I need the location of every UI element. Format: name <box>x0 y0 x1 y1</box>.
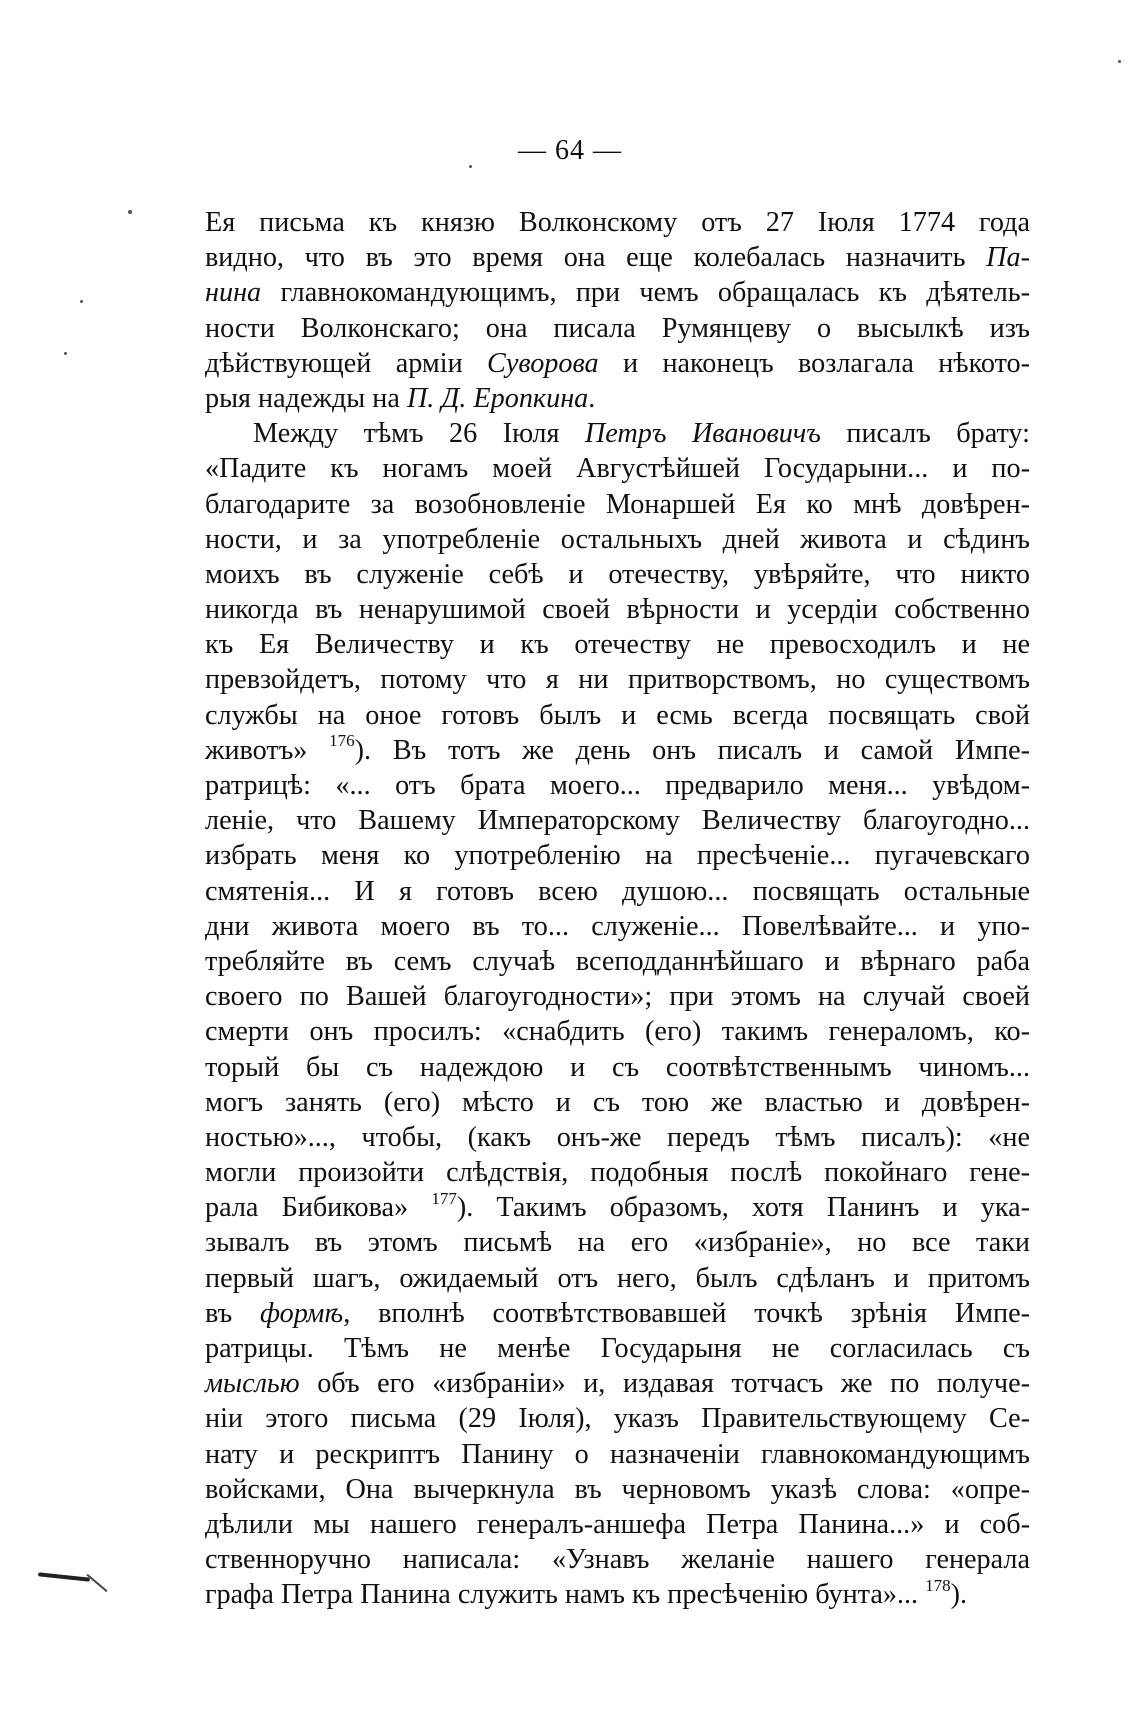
text-line: торый бы съ надеждою и съ соотвѣтственнымъ чиномъ... <box>205 1051 1030 1083</box>
text-line: ности, и за употребленіе остальныхъ дней живота и сѣдинъ <box>205 523 1030 555</box>
text-line: ностью»..., чтобы, (какъ онъ-же передъ тѣмъ писалъ): «не <box>205 1121 1030 1153</box>
text-line: дни живота моего въ то... служеніе... Повелѣвайте... и упо- <box>205 910 1030 942</box>
scan-speck <box>64 352 67 355</box>
text-line: благодарите за возобновленіе Монаршей Ея ко мнѣ довѣрен- <box>205 488 1030 520</box>
text-line: леніе, что Вашему Императорскому Величеству благоугодно... <box>205 805 1030 837</box>
text-line: моихъ въ служеніе себѣ и отечеству, увѣряйте, что никто <box>205 558 1030 590</box>
text-line: дѣлили мы нашего генералъ-аншефа Петра Панина...» и соб- <box>205 1508 1030 1540</box>
text-line: къ Ея Величеству и къ отечеству не превосходилъ и не <box>205 629 1030 661</box>
text-line: службы на оное готовъ былъ и есмь всегда посвящать свой <box>205 699 1030 731</box>
text-line: ратрицѣ: «... отъ брата моего... предварило меня... увѣдом- <box>205 770 1030 801</box>
text-line: нина главнокомандующимъ, при чемъ обращалась къ дѣятель- <box>205 277 1030 309</box>
text-line: могли произойти слѣдствія, подобныя послѣ покойнаго гене- <box>205 1157 1030 1189</box>
text-line: Ея письма къ князю Волконскому отъ 27 Іюля 1774 года <box>205 207 1030 238</box>
text-line: ніи этого письма (29 Іюля), указъ Правительствующему Се- <box>205 1403 1030 1435</box>
text-line: первый шагъ, ожидаемый отъ него, былъ сдѣланъ и притомъ <box>205 1262 1030 1294</box>
text-line: зывалъ въ этомъ письмѣ на его «избраніе», но все таки <box>205 1227 1030 1259</box>
text-line: животъ» $^{176}$). Въ тотъ же день онъ писалъ и самой Импе- <box>205 731 1030 766</box>
text-line: дѣйствующей арміи Суворова и наконецъ возлагала нѣкото- <box>205 347 1030 379</box>
text-line: ратрицы. Тѣмъ не менѣе Государыня не согласилась съ <box>205 1333 1030 1364</box>
text-line: превзойдетъ, потому что я ни притворствомъ, но существомъ <box>205 664 1030 696</box>
text-line: смятенія... И я готовъ всею душою... посвящать остальные <box>205 875 1030 907</box>
scan-mark <box>86 1574 107 1592</box>
text-line: рала Бибикова» $^{177}$). Такимъ образомъ, хотя Панинъ и ука- <box>205 1188 1031 1224</box>
scan-speck <box>469 165 472 168</box>
text-line: ности Волконскаго; она писала Румянцеву о высылкѣ изъ <box>205 312 1030 344</box>
text-line: нату и рескриптъ Панину о назначеніи главнокомандующимъ <box>205 1438 1030 1470</box>
text-line: избрать меня ко употребленію на пресѣченіе... пугачевскаго <box>205 840 1030 872</box>
text-line: видно, что въ это время она еще колебалась назначить Па- <box>205 242 1030 274</box>
text-line: своего по Вашей благоугодности»; при этомъ на случай своей <box>205 981 1030 1013</box>
page-number: — 64 — <box>518 135 622 166</box>
body-text <box>205 205 1030 1613</box>
text-line: рыя надежды на П. Д. Еропкина. <box>205 382 596 414</box>
text-line: смерти онъ просилъ: «снабдить (его) такимъ генераломъ, ко- <box>205 1016 1030 1048</box>
scan-speck <box>1118 60 1121 63</box>
text-line: войсками, Она вычеркнула въ черновомъ указѣ слова: «опре- <box>205 1473 1030 1505</box>
scan-mark <box>38 1572 90 1581</box>
text-line: никогда въ ненарушимой своей вѣрности и усердіи собственно <box>205 594 1030 626</box>
text-line: въ формѣ, вполнѣ соотвѣтствовавшей точкѣ зрѣнія Импе- <box>205 1297 1030 1329</box>
text-line: ственноручно написала: «Узнавъ желаніе нашего генерала <box>205 1544 1030 1576</box>
text-line: Между тѣмъ 26 Іюля Петръ Ивановичъ писалъ брату: <box>253 418 1030 450</box>
text-line: «Падите къ ногамъ моей Августѣйшей Государыни... и по- <box>205 453 1030 485</box>
text-line: требляйте въ семъ случаѣ всеподданнѣйшаго и вѣрнаго раба <box>205 945 1030 977</box>
scan-speck <box>80 300 83 303</box>
scan-speck <box>128 210 132 214</box>
text-line: графа Петра Панина служить намъ къ пресѣченію бунта»... $^{178}$). <box>205 1575 968 1611</box>
text-line: мыслью объ его «избраніи» и, издавая тотчасъ же по получе- <box>205 1368 1030 1400</box>
text-line: могъ занять (его) мѣсто и съ тою же властью и довѣрен- <box>205 1086 1030 1118</box>
